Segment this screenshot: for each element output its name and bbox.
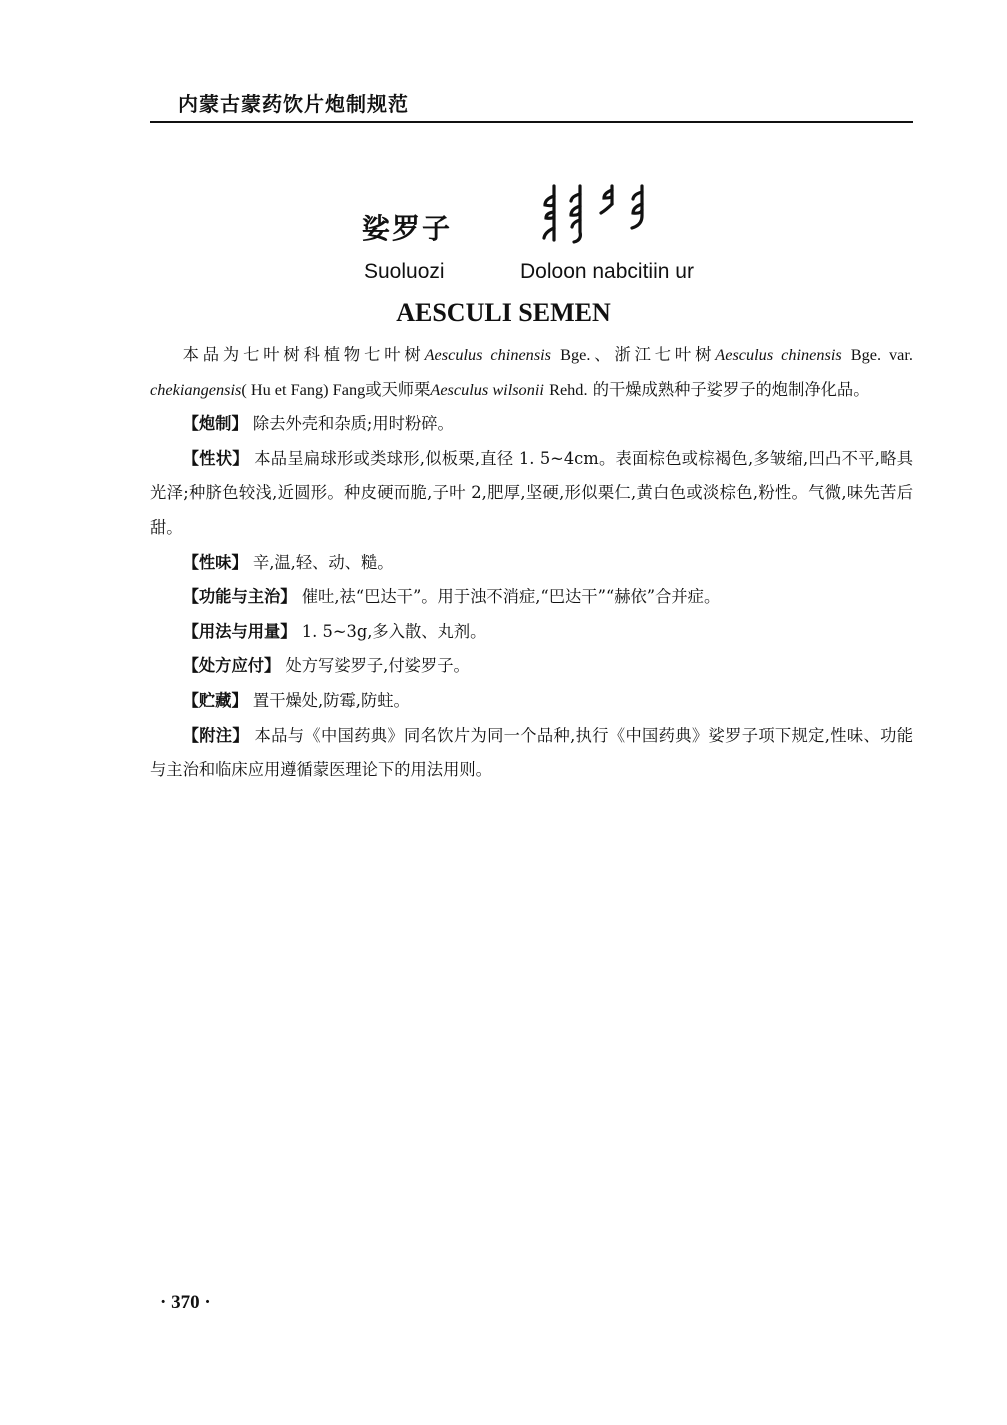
- section-text: 催吐,祛“巴达干”。用于浊不消症,“巴达干”“赫依”合并症。: [301, 587, 721, 607]
- species-name: Aesculus wilsonii: [430, 379, 544, 399]
- variety-name: chekiangensis: [150, 379, 242, 399]
- section-label: 【功能与主治】: [182, 587, 297, 607]
- intro-text: 或天师栗: [365, 379, 431, 399]
- entry-title-mongolian-latin: Doloon nabcitiin ur: [520, 260, 694, 283]
- section-label: 【贮藏】: [182, 690, 248, 710]
- page-number: · 370 ·: [160, 1292, 211, 1313]
- entry-title-pinyin: Suoluozi: [364, 260, 445, 283]
- species-name: Aesculus chinensis: [715, 345, 842, 364]
- section-label: 【用法与用量】: [182, 621, 297, 641]
- author-citation: Bge. var.: [850, 345, 913, 364]
- header-rule: [150, 121, 913, 123]
- section-label: 【炮制】: [182, 414, 248, 434]
- author-citation: Bge.: [560, 345, 591, 364]
- section-text: 除去外壳和杂质;用时粉碎。: [252, 414, 454, 434]
- author-citation: ( Hu et Fang) Fang: [241, 379, 366, 399]
- species-name: Aesculus chinensis: [424, 345, 552, 364]
- intro-paragraph: [150, 338, 913, 407]
- section-notes: [150, 719, 913, 788]
- section-text: 本品呈扁球形或类球形,似板栗,直径 1. 5~4cm。表面棕色或棕褐色,多皱缩,凹凸不平,略具光泽;种脐色较浅,近圆形。种皮硬而脆,子叶 2,肥厚,坚硬,形似栗仁,黄白色或淡棕色,粉性。气微,味先苦后甜。: [150, 448, 913, 537]
- entry-body: [150, 338, 913, 788]
- section-text: 辛,温,轻、动、糙。: [252, 552, 394, 572]
- section-label: 【附注】: [182, 725, 250, 745]
- entry-title-chinese: 娑罗子: [362, 212, 453, 245]
- author-citation: Rehd.: [549, 379, 588, 399]
- section-label: 【性味】: [182, 552, 248, 572]
- section-text: 1. 5~3g,多入散、丸剂。: [301, 621, 487, 641]
- entry-title-latin: AESCULI SEMEN: [396, 298, 611, 327]
- intro-text: 的干燥成熟种子娑罗子的炮制净化品。: [592, 379, 870, 399]
- intro-text: 、浙江七叶树: [590, 345, 716, 364]
- intro-text: 本品为七叶树科植物七叶树: [182, 345, 425, 364]
- section-prescription: [150, 649, 913, 684]
- running-head: 内蒙古蒙药饮片炮制规范: [178, 92, 409, 116]
- section-description: [150, 442, 913, 546]
- section-storage: [150, 684, 913, 719]
- section-label: 【处方应付】: [182, 656, 281, 676]
- section-text: 处方写娑罗子,付娑罗子。: [285, 656, 470, 676]
- section-text: 本品与《中国药典》同名饮片为同一个品种,执行《中国药典》娑罗子项下规定,性味、功能与主治和临床应用遵循蒙医理论下的用法用则。: [150, 725, 913, 780]
- section-processing: [150, 407, 913, 442]
- mongolian-script-title: [540, 182, 670, 244]
- section-taste: [150, 546, 913, 581]
- section-indications: [150, 580, 913, 615]
- section-text: 置干燥处,防霉,防蛀。: [252, 690, 410, 710]
- section-label: 【性状】: [182, 448, 249, 468]
- section-dosage: [150, 615, 913, 650]
